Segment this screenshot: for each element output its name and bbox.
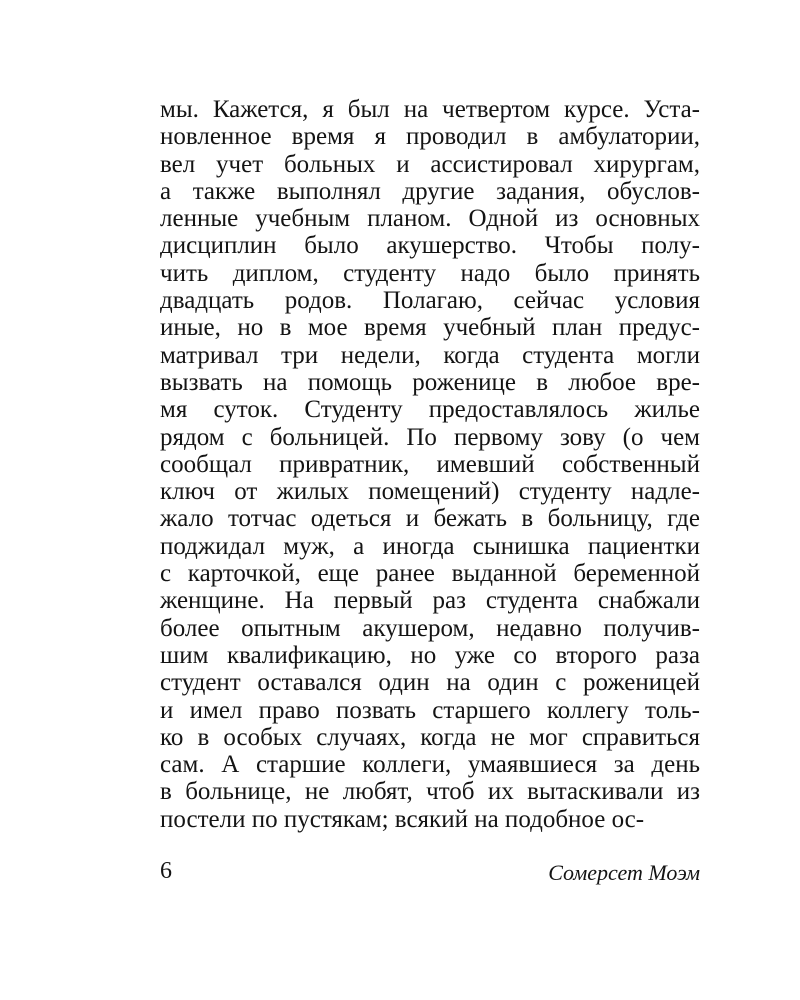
running-footer-author: Сомерсет Моэм xyxy=(548,860,700,885)
text-line: чить диплом, студенту надо было принять xyxy=(160,259,700,287)
text-line: сам. А старшие коллеги, умаявшиеся за день xyxy=(160,751,700,779)
text-line: студент оставался один на один с роженицей xyxy=(160,669,700,697)
text-line: иные, но в мое время учебный план предус- xyxy=(160,314,700,342)
text-line: двадцать родов. Полагаю, сейчас условия xyxy=(160,287,700,315)
text-line: в больнице, не любят, чтоб их вытаскивали из xyxy=(160,778,700,806)
text-line: новленное время я проводил в амбулатории, xyxy=(160,123,700,151)
text-line: и имел право позвать старшего коллегу толь- xyxy=(160,696,700,724)
text-line: сообщал привратник, имевший собственный xyxy=(160,450,700,478)
text-line: вызвать на помощь роженице в любое вре- xyxy=(160,368,700,396)
text-line: женщине. На первый раз студента снабжали xyxy=(160,587,700,615)
text-line: постели по пустякам; всякий на подобное ос- xyxy=(160,805,645,833)
text-line: вел учет больных и ассистировал хирургам, xyxy=(160,150,700,178)
text-line: более опытным акушером, недавно получив- xyxy=(160,614,700,642)
text-line: дисциплин было акушерство. Чтобы полу- xyxy=(160,232,700,260)
text-line: поджидал муж, а иногда сынишка пациентки xyxy=(160,532,700,560)
text-line: жало тотчас одеться и бежать в больницу, где xyxy=(160,505,700,533)
text-line: матривал три недели, когда студента могли xyxy=(160,341,700,369)
text-line: ленные учебным планом. Одной из основных xyxy=(160,205,700,233)
text-line: ко в особых случаях, когда не мог справиться xyxy=(160,723,700,751)
text-line: мя суток. Студенту предоставлялось жилье xyxy=(160,396,700,424)
page-number: 6 xyxy=(160,858,172,884)
body-text xyxy=(160,96,700,833)
text-line: ключ от жилых помещений) студенту надле- xyxy=(160,478,700,506)
text-line: а также выполнял другие задания, обуслов- xyxy=(160,177,700,205)
text-line: мы. Кажется, я был на четвертом курсе. Уста- xyxy=(160,96,700,123)
text-line: рядом с больницей. По первому зову (о чем xyxy=(160,423,700,451)
text-line: с карточкой, еще ранее выданной беременной xyxy=(160,560,700,588)
text-line: шим квалификацию, но уже со второго раза xyxy=(160,641,700,669)
